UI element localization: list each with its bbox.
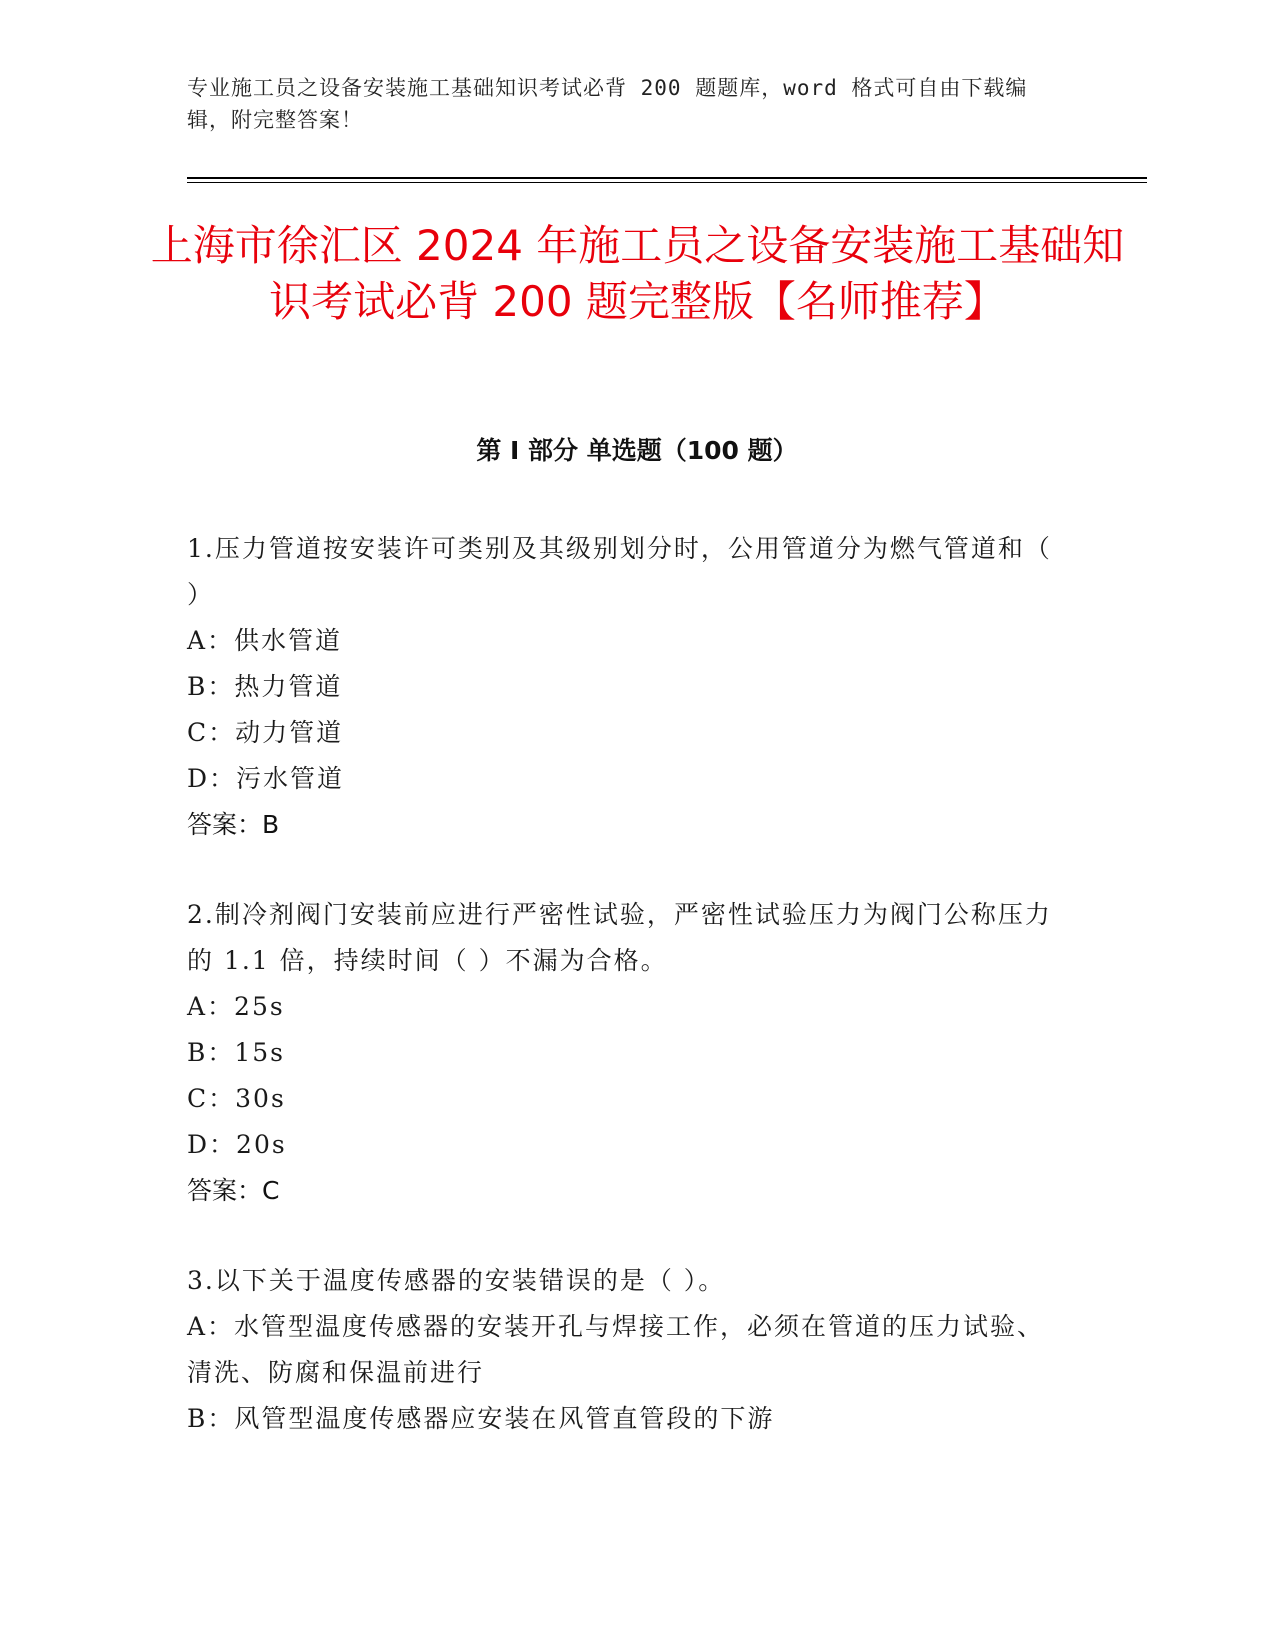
question-2 bbox=[187, 892, 1067, 1214]
option-b: B：风管型温度传感器应安装在风管直管段的下游 bbox=[187, 1404, 775, 1433]
question-list bbox=[187, 526, 1067, 1486]
question-3 bbox=[187, 1258, 1067, 1442]
document-title: 上海市徐汇区 2024 年施工员之设备安装施工基础知识考试必背 200 题完整版【名师推荐】 bbox=[150, 221, 1125, 326]
answer: 答案：C bbox=[187, 1176, 280, 1205]
option-b: B：15s bbox=[187, 1038, 286, 1067]
option-c: C：30s bbox=[187, 1084, 286, 1113]
question-stem: 1.压力管道按安装许可类别及其级别划分时，公用管道分为燃气管道和（ ） bbox=[187, 534, 1052, 609]
option-a: A：水管型温度传感器的安装开孔与焊接工作，必须在管道的压力试验、清洗、防腐和保温前进行 bbox=[187, 1312, 1045, 1387]
header-rule-thick bbox=[187, 177, 1147, 179]
option-d: D：污水管道 bbox=[187, 764, 345, 793]
question-1 bbox=[187, 526, 1067, 848]
option-d: D：20s bbox=[187, 1130, 287, 1159]
section-title: 第 I 部分 单选题（100 题） bbox=[476, 436, 798, 465]
option-c: C：动力管道 bbox=[187, 718, 344, 747]
option-a: A：25s bbox=[187, 992, 285, 1021]
question-stem: 3.以下关于温度传感器的安装错误的是（ ）。 bbox=[187, 1266, 726, 1295]
header-rule-thin bbox=[187, 182, 1147, 183]
option-a: A：供水管道 bbox=[187, 626, 343, 655]
header-note: 专业施工员之设备安装施工基础知识考试必背 200 题题库，word 格式可自由下载编辑，附完整答案！ bbox=[187, 76, 1028, 132]
question-stem: 2.制冷剂阀门安装前应进行严密性试验，严密性试验压力为阀门公称压力的 1.1 倍，持续时间（ ）不漏为合格。 bbox=[187, 900, 1052, 975]
answer: 答案：B bbox=[187, 810, 280, 839]
option-b: B：热力管道 bbox=[187, 672, 343, 701]
